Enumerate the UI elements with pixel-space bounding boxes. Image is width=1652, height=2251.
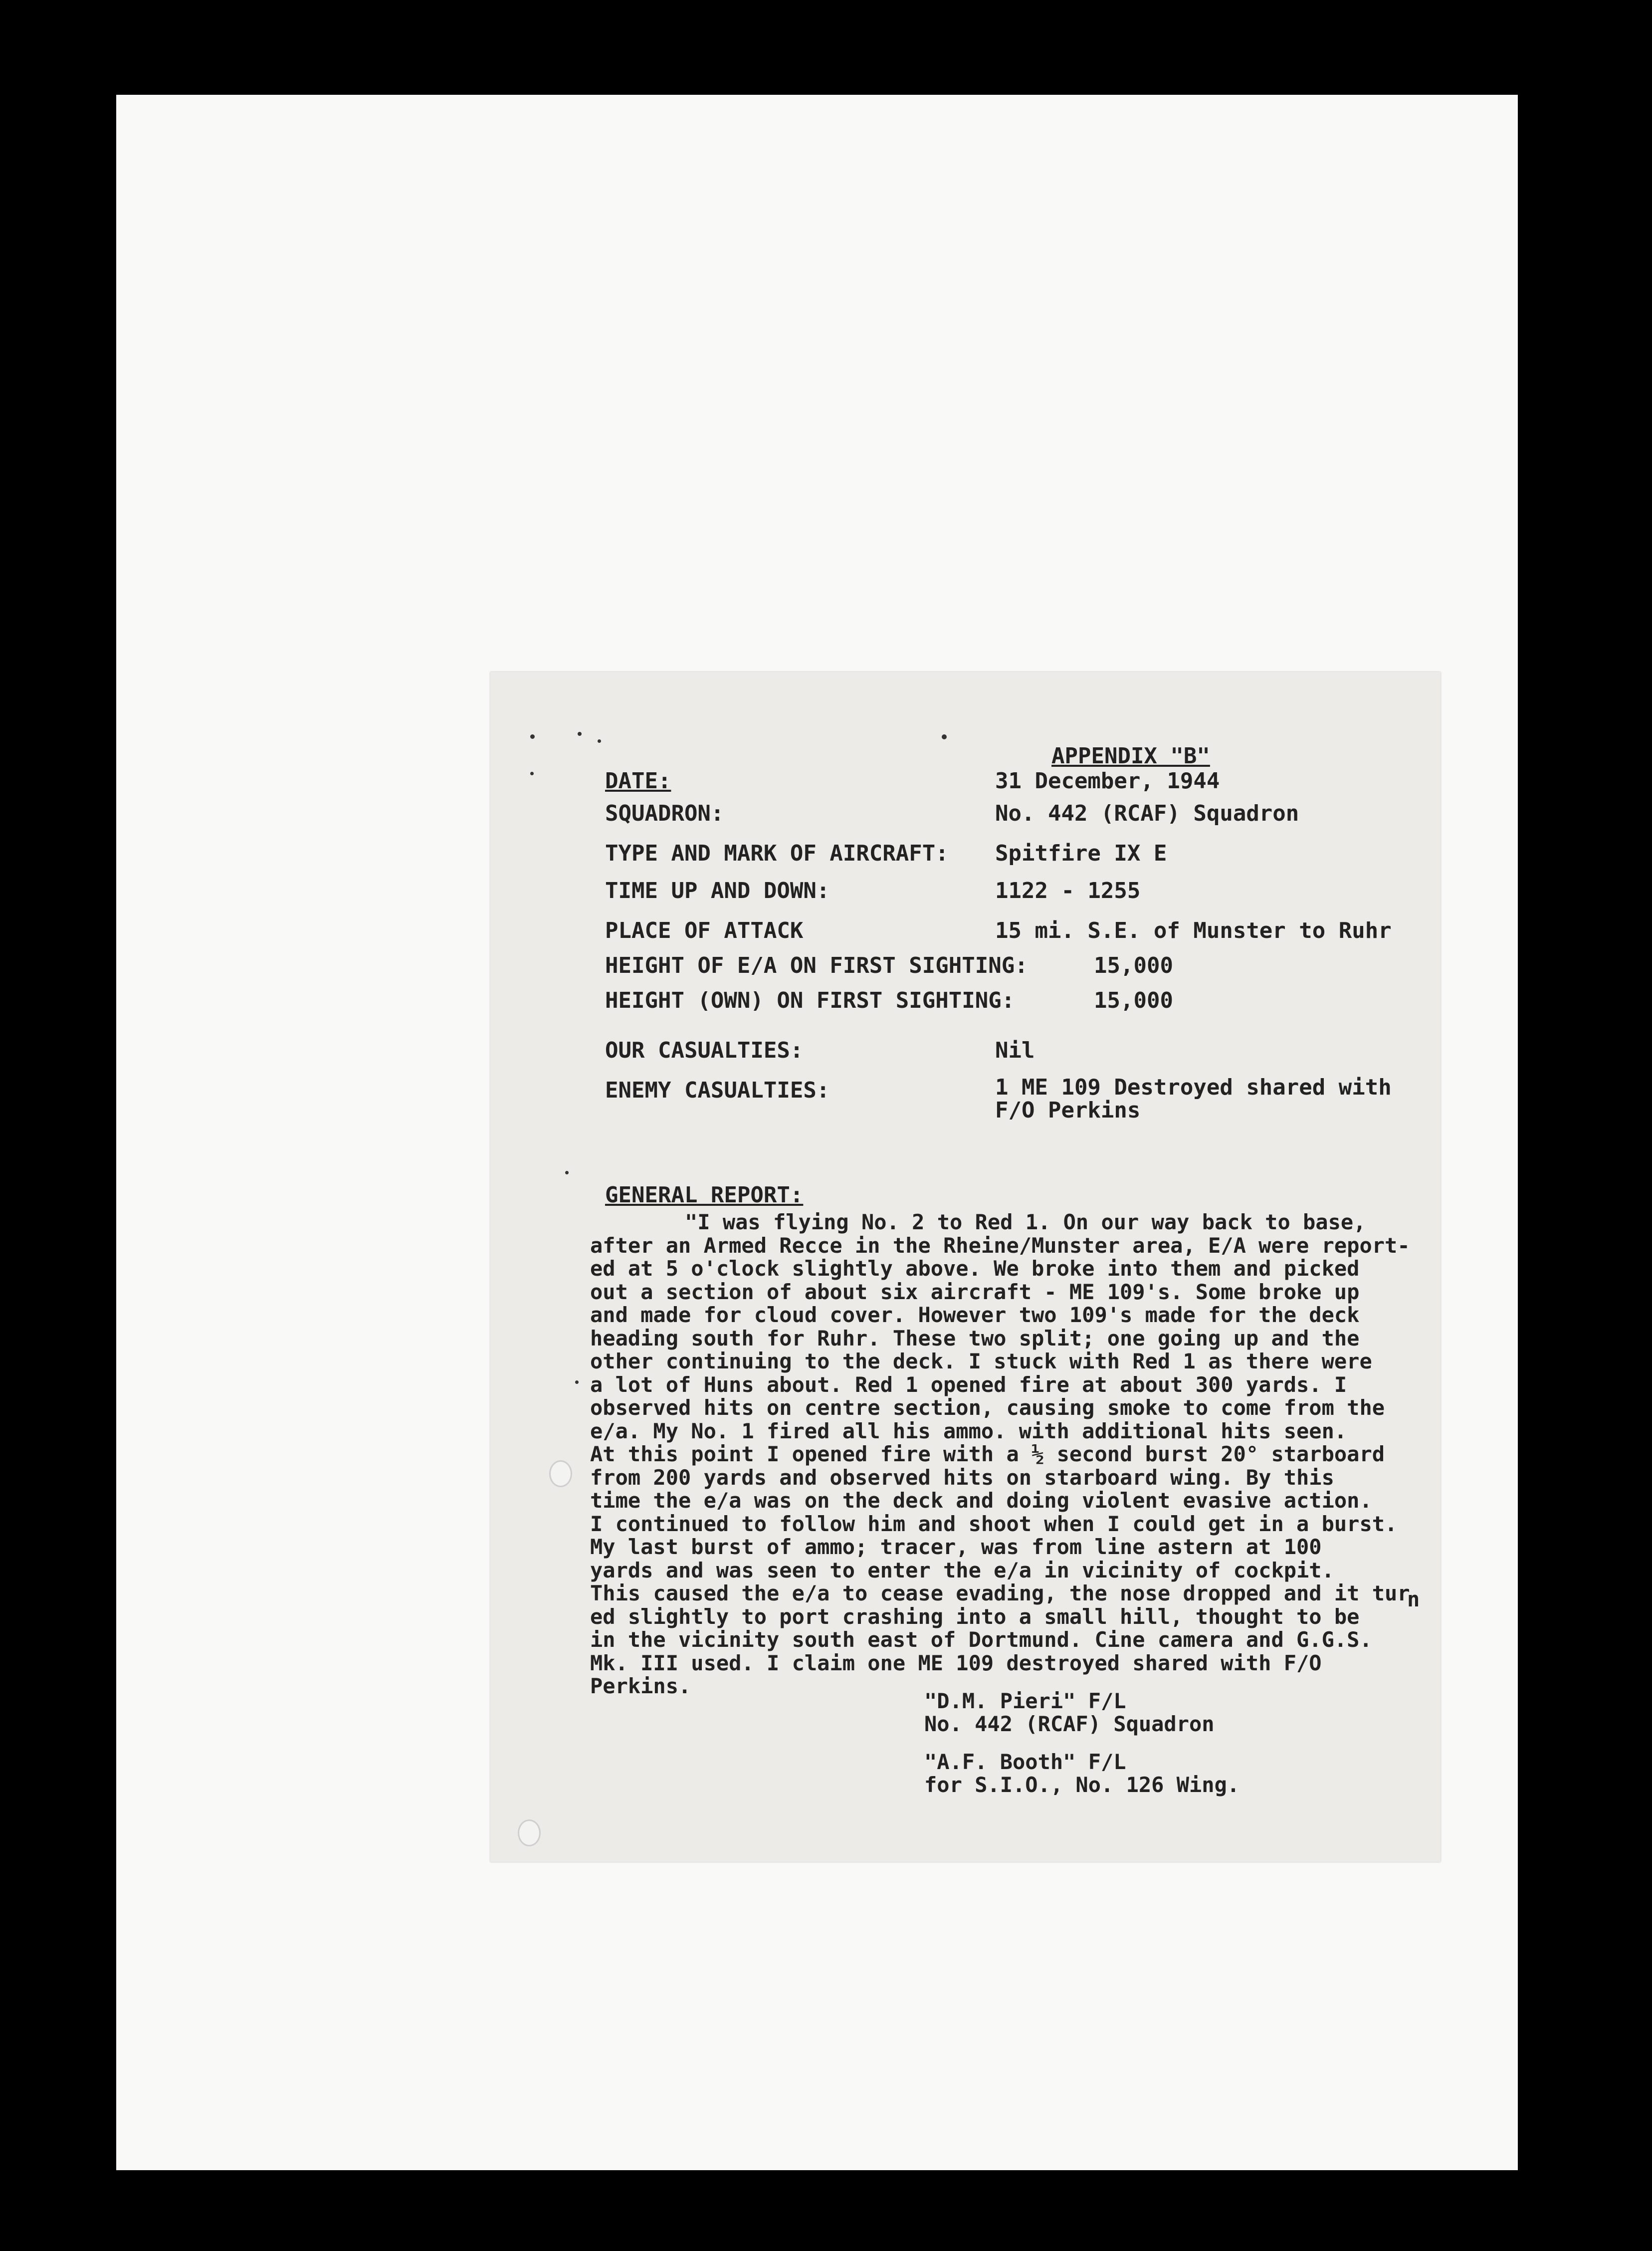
speck bbox=[942, 734, 947, 739]
field-value-enemy-casualties: 1 ME 109 Destroyed shared with F/O Perkins bbox=[995, 1075, 1392, 1123]
field-value-place-of-attack: 15 mi. S.E. of Munster to Ruhr bbox=[995, 918, 1392, 943]
field-time-up-down bbox=[605, 877, 1403, 905]
field-squadron bbox=[605, 799, 1403, 828]
appendix-title: APPENDIX "B" bbox=[1051, 743, 1210, 769]
field-height-ea bbox=[605, 951, 1403, 980]
report-line: a lot of Huns about. Red 1 opened fire at about 300 yards. I bbox=[590, 1372, 1347, 1397]
field-label-squadron: SQUADRON: bbox=[605, 801, 724, 826]
field-value-aircraft-type: Spitfire IX E bbox=[995, 841, 1167, 866]
field-value-squadron: No. 442 (RCAF) Squadron bbox=[995, 801, 1299, 826]
report-line: Perkins. bbox=[590, 1674, 691, 1698]
report-line: ed slightly to port crashing into a small hill, thought to be bbox=[590, 1604, 1360, 1629]
field-value-our-casualties: Nil bbox=[995, 1038, 1035, 1063]
outer-backing-sheet bbox=[116, 95, 1518, 2170]
margin-note: n bbox=[1407, 1587, 1420, 1611]
field-label-aircraft-type: TYPE AND MARK OF AIRCRAFT: bbox=[605, 841, 949, 866]
field-value-height-own: 15,000 bbox=[1094, 988, 1173, 1013]
field-label-place-of-attack: PLACE OF ATTACK bbox=[605, 918, 804, 943]
signature-squadron: No. 442 (RCAF) Squadron bbox=[924, 1712, 1215, 1736]
field-label-time-up-down: TIME UP AND DOWN: bbox=[605, 878, 830, 903]
appendix-document-page bbox=[490, 672, 1441, 1862]
signature-block bbox=[924, 1690, 1239, 1797]
field-height-own bbox=[605, 986, 1403, 1015]
report-line: from 200 yards and observed hits on starboard wing. By this bbox=[590, 1465, 1334, 1490]
speck bbox=[578, 732, 582, 736]
field-place-of-attack bbox=[605, 916, 1403, 945]
field-label-height-own: HEIGHT (OWN) ON FIRST SIGHTING: bbox=[605, 988, 1015, 1013]
punch-hole bbox=[549, 1460, 572, 1487]
report-line: ed at 5 o'clock slightly above. We broke into them and picked bbox=[590, 1256, 1360, 1281]
speck bbox=[565, 1171, 569, 1174]
field-label-our-casualties: OUR CASUALTIES: bbox=[605, 1038, 804, 1063]
signature-pilot: "D.M. Pieri" F/L bbox=[924, 1689, 1126, 1713]
report-line: "I was flying No. 2 to Red 1. On our way back to base, bbox=[685, 1210, 1366, 1234]
report-line: other continuing to the deck. I stuck with Red 1 as there were bbox=[590, 1349, 1372, 1373]
field-date bbox=[605, 767, 1403, 796]
speck bbox=[575, 1380, 579, 1384]
field-label-enemy-casualties: ENEMY CASUALTIES: bbox=[605, 1078, 830, 1103]
report-line: and made for cloud cover. However two 109's made for the deck bbox=[590, 1303, 1360, 1327]
field-aircraft-type bbox=[605, 839, 1403, 868]
speck bbox=[530, 772, 534, 775]
signature-wing: for S.I.O., No. 126 Wing. bbox=[924, 1773, 1240, 1797]
report-line: Mk. III used. I claim one ME 109 destroyed shared with F/O bbox=[590, 1650, 1322, 1675]
report-line: My last burst of ammo; tracer, was from line astern at 100 bbox=[590, 1535, 1322, 1559]
speck bbox=[530, 734, 535, 739]
report-line: observed hits on centre section, causing smoke to come from the bbox=[590, 1395, 1385, 1420]
punch-hole bbox=[518, 1819, 541, 1846]
general-report-label: GENERAL REPORT: bbox=[605, 1182, 804, 1208]
field-value-height-ea: 15,000 bbox=[1094, 953, 1173, 978]
field-value-time-up-down: 1122 - 1255 bbox=[995, 878, 1141, 903]
report-line: out a section of about six aircraft - ME 109's. Some broke up bbox=[590, 1279, 1360, 1304]
report-line: yards and was seen to enter the e/a in vicinity of cockpit. bbox=[590, 1558, 1334, 1582]
signature-officer: "A.F. Booth" F/L bbox=[924, 1750, 1126, 1774]
field-our-casualties bbox=[605, 1036, 1403, 1065]
report-line: This caused the e/a to cease evading, the nose dropped and it tur bbox=[590, 1581, 1410, 1605]
report-line: e/a. My No. 1 fired all his ammo. with additional hits seen. bbox=[590, 1418, 1347, 1443]
speck bbox=[598, 739, 601, 743]
report-line: At this point I opened fire with a ½ second burst 20° starboard bbox=[590, 1442, 1385, 1466]
report-line: I continued to follow him and shoot when I could get in a burst. bbox=[590, 1511, 1398, 1536]
field-enemy-casualties bbox=[605, 1075, 1403, 1123]
report-line: time the e/a was on the deck and doing violent evasive action. bbox=[590, 1488, 1372, 1513]
report-line: in the vicinity south east of Dortmund. Cine camera and G.G.S. bbox=[590, 1627, 1372, 1652]
field-label-date: DATE: bbox=[605, 768, 671, 794]
report-line: after an Armed Recce in the Rheine/Munster area, E/A were report- bbox=[590, 1233, 1410, 1258]
field-value-date: 31 December, 1944 bbox=[995, 768, 1220, 794]
general-report-body bbox=[590, 1210, 1410, 1698]
field-label-height-ea: HEIGHT OF E/A ON FIRST SIGHTING: bbox=[605, 953, 1028, 978]
report-line: heading south for Ruhr. These two split; one going up and the bbox=[590, 1326, 1360, 1351]
